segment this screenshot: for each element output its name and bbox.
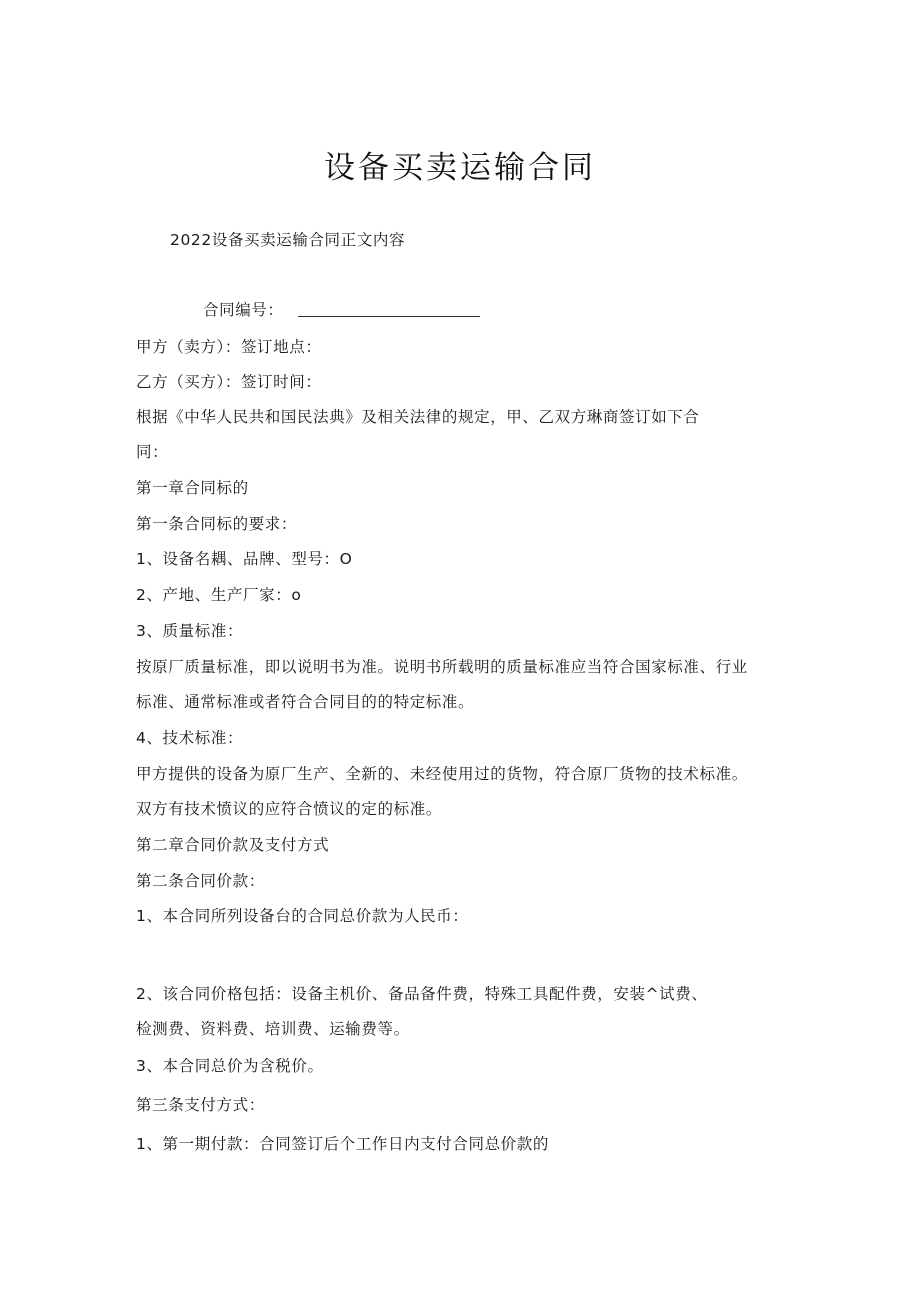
price-item-1: 1、本合同所列设备台的合同总价款为人民币： <box>136 907 469 925</box>
contract-number-row <box>203 299 480 321</box>
article-3-heading: 第三条支付方式： <box>136 1096 265 1114</box>
item-technical-standard: 4、技术标准： <box>136 729 244 747</box>
item-quality-standard: 3、质量标准： <box>136 622 244 640</box>
article-2-heading: 第二条合同价款： <box>136 872 265 890</box>
price-item-3: 3、本合同总价为含税价。 <box>136 1057 324 1075</box>
document-subtitle: 2022设备买卖运输合同正文内容 <box>170 231 406 249</box>
contract-number-label: 合同编号： <box>203 301 284 319</box>
item-origin: 2、产地、生产厂家：o <box>136 586 302 604</box>
article-1-heading: 第一条合同标的要求： <box>136 515 298 533</box>
party-b-line: 乙方（买方）：签订时间： <box>136 373 322 391</box>
payment-item-1: 1、第一期付款：合同签订后个工作日内支付合同总价款的 <box>136 1135 549 1153</box>
quality-text-line-1: 按原厂质量标准，即以说明书为准。说明书所载明的质量标准应当符合国家标准、行业 <box>136 658 748 676</box>
party-a-line: 甲方（卖方）：签订地点： <box>136 338 322 356</box>
technical-text-line-2: 双方有技术愤议的应符合愤议的定的标准。 <box>136 800 442 818</box>
chapter-2-heading: 第二章合同价款及支付方式 <box>136 836 330 854</box>
chapter-1-heading: 第一章合同标的 <box>136 479 249 497</box>
price-item-2-line-2: 检测费、资料费、培训费、运输费等。 <box>136 1020 410 1038</box>
preamble-line-1: 根据《中华人民共和国民法典》及相关法律的规定，甲、乙双方琳商签订如下合 <box>136 408 700 426</box>
preamble-line-2: 同： <box>136 443 169 461</box>
contract-number-blank <box>298 300 480 317</box>
item-equipment-name: 1、设备名耦、品牌、型号：O <box>136 550 353 568</box>
technical-text-line-1: 甲方提供的设备为原厂生产、全新的、未经使用过的货物，符合原厂货物的技术标准。 <box>136 765 748 783</box>
price-item-2-line-1: 2、该合同价格包括：设备主机价、备品备件费，特殊工具配件费，安装^试费、 <box>136 985 708 1003</box>
quality-text-line-2: 标准、通常标准或者符合合同目的的特定标准。 <box>136 693 475 711</box>
document-title: 设备买卖运输合同 <box>324 150 596 186</box>
